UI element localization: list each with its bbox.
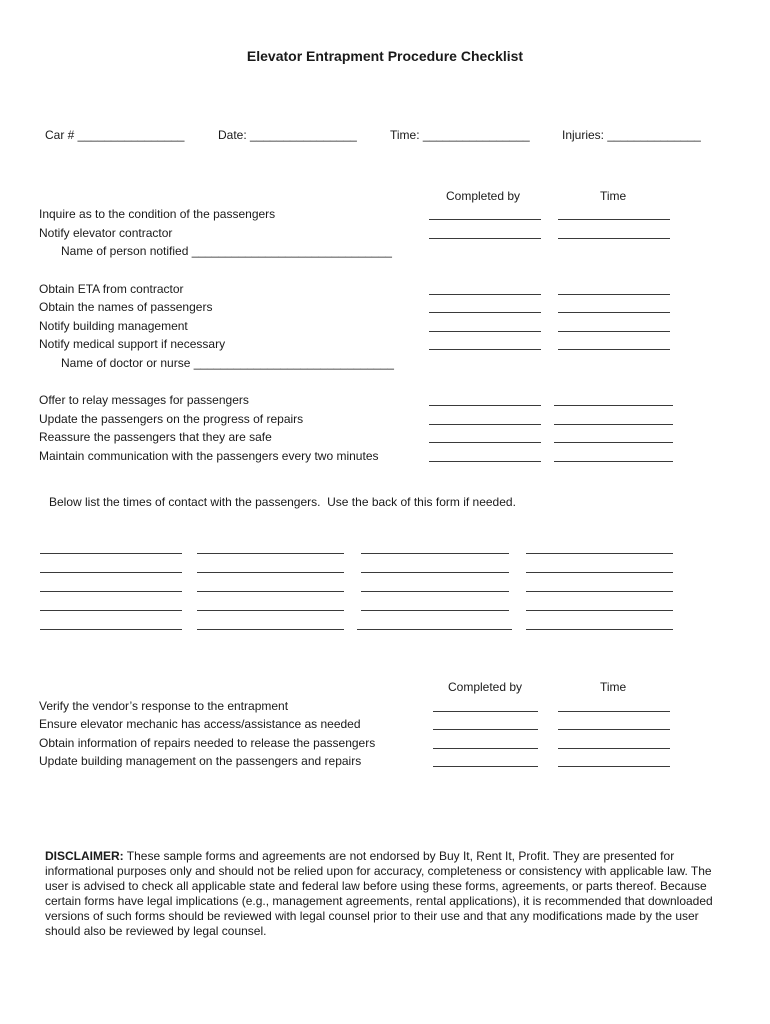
time-blank[interactable] bbox=[554, 424, 673, 425]
completed-by-header: Completed by bbox=[448, 680, 523, 694]
contact-time-blank[interactable] bbox=[526, 591, 673, 592]
checklist-item: Update the passengers on the progress of repairs bbox=[39, 412, 304, 426]
time-blank[interactable] bbox=[558, 331, 670, 332]
time-blank[interactable] bbox=[558, 219, 670, 220]
contact-time-blank[interactable] bbox=[197, 629, 344, 630]
time-blank[interactable] bbox=[558, 748, 670, 749]
contact-time-blank[interactable] bbox=[526, 553, 673, 554]
disclaimer bbox=[45, 849, 735, 939]
completed-by-blank[interactable] bbox=[429, 312, 541, 313]
checklist-item: Maintain communication with the passengers every two minutes bbox=[39, 449, 379, 463]
checklist-item: Update building management on the passengers and repairs bbox=[39, 754, 362, 768]
contact-time-blank[interactable] bbox=[40, 629, 182, 630]
completed-by-blank[interactable] bbox=[433, 711, 538, 712]
checklist-item: Reassure the passengers that they are safe bbox=[39, 430, 272, 444]
time-blank[interactable] bbox=[558, 729, 670, 730]
contact-time-blank[interactable] bbox=[526, 629, 673, 630]
completed-by-blank[interactable] bbox=[429, 442, 541, 443]
doctor-name-field[interactable]: Name of doctor or nurse ______________________________ bbox=[61, 356, 394, 370]
contact-time-blank[interactable] bbox=[197, 553, 344, 554]
checklist-item: Offer to relay messages for passengers bbox=[39, 393, 249, 407]
contact-time-blank[interactable] bbox=[197, 610, 344, 611]
contact-time-blank[interactable] bbox=[40, 572, 182, 573]
checklist-item: Ensure elevator mechanic has access/assistance as needed bbox=[39, 717, 361, 731]
contact-time-blank[interactable] bbox=[361, 610, 509, 611]
completed-by-blank[interactable] bbox=[429, 294, 541, 295]
completed-by-blank[interactable] bbox=[429, 349, 541, 350]
name-notified-field[interactable]: Name of person notified ______________________________ bbox=[61, 244, 392, 258]
checklist-item: Notify elevator contractor bbox=[39, 226, 173, 240]
completed-by-blank[interactable] bbox=[433, 729, 538, 730]
completed-by-blank[interactable] bbox=[429, 461, 541, 462]
time-blank[interactable] bbox=[554, 442, 673, 443]
completed-by-blank[interactable] bbox=[429, 405, 541, 406]
checklist-item: Obtain ETA from contractor bbox=[39, 282, 184, 296]
checklist-item: Notify building management bbox=[39, 319, 188, 333]
completed-by-blank[interactable] bbox=[429, 331, 541, 332]
contact-time-blank[interactable] bbox=[526, 572, 673, 573]
completed-by-blank[interactable] bbox=[429, 424, 541, 425]
time-blank[interactable] bbox=[558, 766, 670, 767]
contact-time-blank[interactable] bbox=[361, 591, 509, 592]
time-blank[interactable] bbox=[558, 238, 670, 239]
contact-time-blank[interactable] bbox=[40, 610, 182, 611]
disclaimer-label: DISCLAIMER: bbox=[45, 849, 124, 863]
contact-time-blank[interactable] bbox=[197, 572, 344, 573]
time-blank[interactable] bbox=[554, 461, 673, 462]
completed-by-blank[interactable] bbox=[433, 766, 538, 767]
completed-by-blank[interactable] bbox=[433, 748, 538, 749]
disclaimer-text: These sample forms and agreements are not endorsed by Buy It, Rent It, Profit. They are presented for informational purposes only and should not be relied upon for accuracy, completeness or consistency with applicable law. The user is advised to check all applicable state and federal law before using these forms, agreements, or parts thereof. Because certain forms have legal implications (e.g., management agreements, rental applications), it is recommended that downloaded versions of such forms should be reviewed with legal counsel prior to their use and that any modifications made by the user should also be reviewed by legal counsel. bbox=[45, 849, 713, 938]
page-title: Elevator Entrapment Procedure Checklist bbox=[246, 48, 524, 64]
contact-time-blank[interactable] bbox=[361, 553, 509, 554]
contact-time-blank[interactable] bbox=[361, 572, 509, 573]
checklist-item: Notify medical support if necessary bbox=[39, 337, 226, 351]
checklist-item: Verify the vendor’s response to the entrapment bbox=[39, 699, 289, 713]
contact-instructions: Below list the times of contact with the passengers. Use the back of this form if needed. bbox=[49, 495, 516, 509]
checklist-item: Obtain information of repairs needed to release the passengers bbox=[39, 736, 376, 750]
time-blank[interactable] bbox=[558, 312, 670, 313]
date-field[interactable]: Date: ________________ bbox=[218, 128, 357, 142]
time-header: Time bbox=[600, 189, 627, 203]
contact-time-blank[interactable] bbox=[197, 591, 344, 592]
time-blank[interactable] bbox=[558, 711, 670, 712]
injuries-field[interactable]: Injuries: ______________ bbox=[562, 128, 701, 142]
contact-time-blank[interactable] bbox=[40, 591, 182, 592]
time-blank[interactable] bbox=[558, 349, 670, 350]
car-number-field[interactable]: Car # ________________ bbox=[45, 128, 185, 142]
completed-by-blank[interactable] bbox=[429, 219, 541, 220]
checklist-item: Obtain the names of passengers bbox=[39, 300, 213, 314]
checklist-item: Inquire as to the condition of the passengers bbox=[39, 207, 276, 221]
completed-by-blank[interactable] bbox=[429, 238, 541, 239]
time-blank[interactable] bbox=[558, 294, 670, 295]
completed-by-header: Completed by bbox=[446, 189, 521, 203]
time-field[interactable]: Time: ________________ bbox=[390, 128, 530, 142]
contact-time-blank[interactable] bbox=[526, 610, 673, 611]
time-blank[interactable] bbox=[554, 405, 673, 406]
contact-time-blank[interactable] bbox=[40, 553, 182, 554]
contact-time-blank[interactable] bbox=[357, 629, 512, 630]
time-header: Time bbox=[600, 680, 627, 694]
